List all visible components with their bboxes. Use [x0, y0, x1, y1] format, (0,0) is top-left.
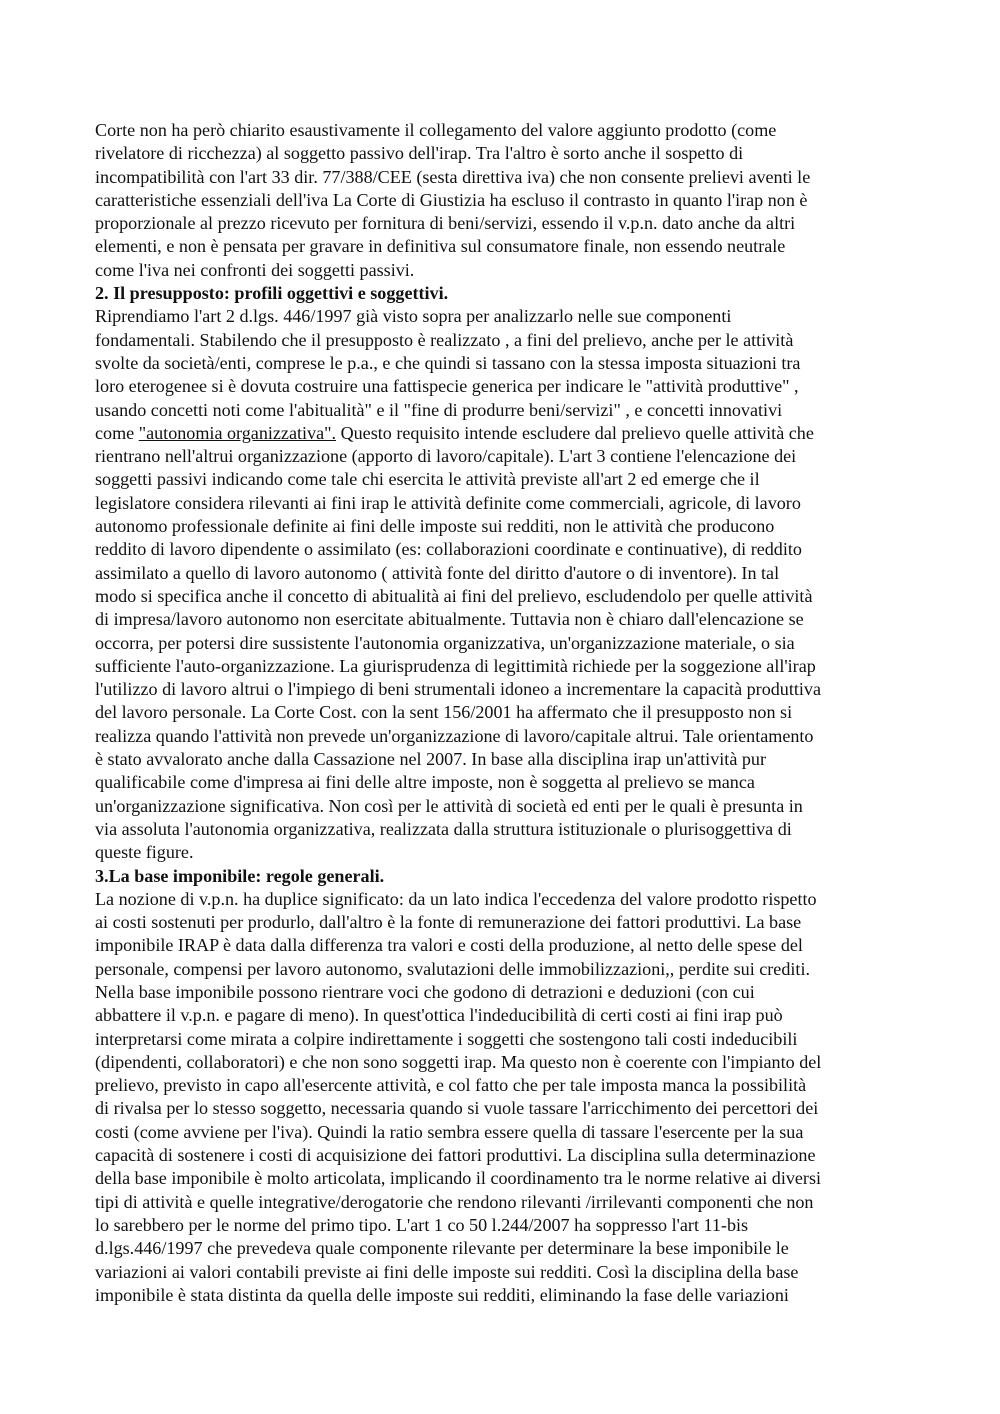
text-line: della base imponibile è molto articolata, implicando il coordinamento tra le norme relative ai diversi: [95, 1168, 822, 1189]
text-line: incompatibilità con l'art 33 dir. 77/388/CEE (sesta direttiva iva) che non consente prelievi aventi le: [95, 166, 811, 187]
text-line: del lavoro personale. La Corte Cost. con la sent 156/2001 ha affermato che il presupposto non si: [95, 702, 793, 723]
text-line: usando concetti noti come l'abitualità" e il "fine di produrre beni/servizi" , e concetti innovativi: [95, 399, 783, 420]
text-line: soggetti passivi indicando come tale chi esercita le attività previste all'art 2 ed emerge che il: [95, 469, 760, 490]
text-line: proporzionale al prezzo ricevuto per fornitura di beni/servizi, essendo il v.p.n. dato anche da altri: [95, 213, 796, 234]
section1-paragraph: [95, 119, 915, 282]
text-line: Riprendiamo l'art 2 d.lgs. 446/1997 già visto sopra per analizzarlo nelle sue componenti: [95, 306, 732, 327]
text-line: interpretarsi come mirata a colpire indirettamente i soggetti che sostengono tali costi indeducibili: [95, 1028, 798, 1049]
text-line: legislatore considera rilevanti ai fini irap le attività definite come commerciali, agricole, di lavoro: [95, 492, 801, 513]
text-line: lo sarebbero per le norme del primo tipo. L'art 1 co 50 l.244/2007 ha soppresso l'art 11-bis: [95, 1214, 749, 1235]
text-line: come l'iva nei confronti dei soggetti passivi.: [95, 259, 415, 280]
text-line: prelievo, previsto in capo all'esercente attività, e col fatto che per tale imposta manca la possibilità: [95, 1075, 807, 1096]
section3-paragraph: [95, 888, 915, 1307]
section-heading-2: 2. Il presupposto: profili oggettivi e soggettivi.: [95, 283, 449, 304]
line-suffix: Questo requisito intende escludere dal prelievo quelle attività che: [336, 422, 814, 443]
text-line: assimilato a quello di lavoro autonomo ( attività fonte del diritto d'autore o di inventore). In tal: [95, 562, 780, 583]
text-line: reddito di lavoro dipendente o assimilato (es: collaborazioni coordinate e continuative), di reddito: [95, 539, 802, 560]
text-line: imponibile IRAP è data dalla differenza tra valori e costi della produzione, al netto delle spese del: [95, 935, 803, 956]
text-line: costi (come avviene per l'iva). Quindi la ratio sembra essere quella di tassare l'esercente per la sua: [95, 1121, 804, 1142]
text-line: abbattere il v.p.n. e pagare di meno). In quest'ottica l'indeducibilità di certi costi ai fini irap può: [95, 1005, 783, 1026]
text-line: La nozione di v.p.n. ha duplice significato: da un lato indica l'eccedenza del valore prodotto rispetto: [95, 888, 817, 909]
text-line: qualificabile come d'impresa ai fini delle altre imposte, non è soggetta al prelievo se manca: [95, 772, 755, 793]
text-line: occorra, per potersi dire sussistente l'autonomia organizzativa, un'organizzazione materiale, o sia: [95, 632, 795, 653]
section2-paragraph: [95, 305, 915, 864]
text-line: di rivalsa per lo stesso soggetto, necessaria quando si vuole tassare l'arricchimento dei percettori dei: [95, 1098, 819, 1119]
line-prefix: come: [95, 422, 139, 443]
text-line: via assoluta l'autonomia organizzativa, realizzata dalla struttura istituzionale o plurisoggettiva di: [95, 818, 792, 839]
text-line: rientrano nell'altrui organizzazione (apporto di lavoro/capitale). L'art 3 contiene l'elencazione dei: [95, 446, 797, 467]
text-line: modo si specifica anche il concetto di abitualità ai fini del prelievo, escludendolo per quelle attività: [95, 585, 813, 606]
document-body: [95, 119, 915, 1307]
text-line: d.lgs.446/1997 che prevedeva quale componente rilevante per determinare la bese imponibile le: [95, 1238, 789, 1259]
text-line: variazioni ai valori contabili previste ai fini delle imposte sui redditi. Così la disciplina della base: [95, 1261, 799, 1282]
text-line: (dipendenti, collaboratori) e che non sono soggetti irap. Ma questo non è coerente con l'impianto del: [95, 1051, 822, 1072]
text-line-with-link: [95, 422, 915, 445]
text-line: elementi, e non è pensata per gravare in definitiva sul consumatore finale, non essendo neutrale: [95, 236, 786, 257]
text-line: di impresa/lavoro autonomo non esercitate abitualmente. Tuttavia non è chiaro dall'elencazione se: [95, 609, 804, 630]
autonomia-organizzativa-link[interactable]: "autonomia organizzativa".: [138, 422, 337, 443]
section-heading-3: 3.La base imponibile: regole generali.: [95, 865, 385, 886]
text-line: sufficiente l'auto-organizzazione. La giurisprudenza di legittimità richiede per la soggezione all'irap: [95, 655, 816, 676]
text-line: svolte da società/enti, comprese le p.a., e che quindi si tassano con la stessa imposta situazioni tra: [95, 352, 801, 373]
text-line: l'utilizzo di lavoro altrui o l'impiego di beni strumentali idoneo a incrementare la capacità produttiva: [95, 679, 822, 700]
text-line: tipi di attività e quelle integrative/derogatorie che rendono rilevanti /irrilevanti componenti che non: [95, 1191, 814, 1212]
text-line: personale, compensi per lavoro autonomo, svalutazioni delle immobilizzazioni,, perdite sui crediti.: [95, 958, 810, 979]
text-line: ai costi sostenuti per produrlo, dall'altro è la fonte di remunerazione dei fattori produttivi. La base: [95, 912, 802, 933]
text-line: loro eterogenee si è dovuta costruire una fattispecie generica per indicare le "attività produttive" ,: [95, 376, 799, 397]
text-line: realizza quando l'attività non prevede un'organizzazione di lavoro/capitale altrui. Tale orientamento: [95, 725, 814, 746]
text-line: autonomo professionale definite ai fini delle imposte sui redditi, non le attività che producono: [95, 516, 775, 537]
text-line: imponibile è stata distinta da quella delle imposte sui redditi, eliminando la fase delle variazioni: [95, 1284, 789, 1305]
text-line: Corte non ha però chiarito esaustivamente il collegamento del valore aggiunto prodotto (come: [95, 120, 777, 140]
text-line: Nella base imponibile possono rientrare voci che godono di detrazioni e deduzioni (con cui: [95, 981, 755, 1002]
text-line: è stato avvalorato anche dalla Cassazione nel 2007. In base alla disciplina irap un'attività pur: [95, 749, 766, 770]
text-line: rivelatore di ricchezza) al soggetto passivo dell'irap. Tra l'altro è sorto anche il sospetto di: [95, 143, 744, 164]
text-line: un'organizzazione significativa. Non così per le attività di società ed enti per le quali è presunta in: [95, 795, 803, 816]
text-line: caratteristiche essenziali dell'iva La Corte di Giustizia ha escluso il contrasto in quanto l'irap non è: [95, 189, 808, 210]
text-line: capacità di sostenere i costi di acquisizione dei fattori produttivi. La disciplina sulla determinazione: [95, 1145, 816, 1166]
text-line: fondamentali. Stabilendo che il presupposto è realizzato , a fini del prelievo, anche per le attività: [95, 329, 794, 350]
text-line: queste figure.: [95, 842, 194, 863]
